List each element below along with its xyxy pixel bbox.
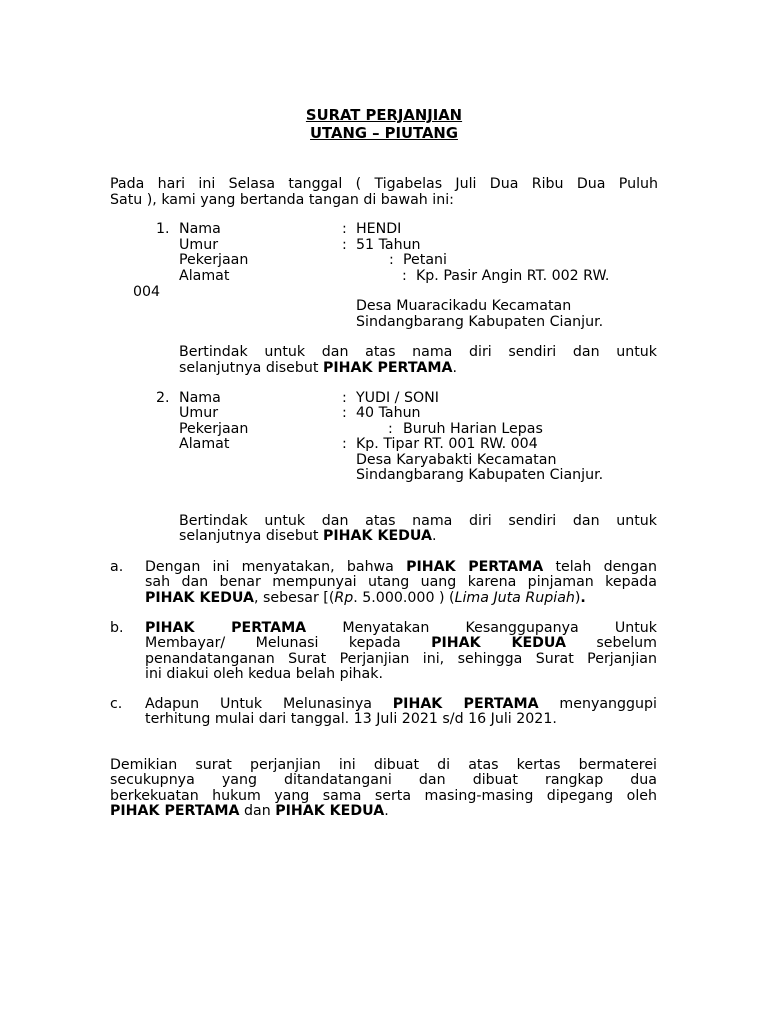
closing-line4 (110, 804, 389, 820)
clause-b-l2-role: PIHAK KEDUA (431, 635, 566, 651)
party2-label-pekerjaan: Pekerjaan (179, 421, 249, 437)
clause-b-l2-pre: Membayar/ Melunasi kepada (145, 635, 432, 651)
clause-a-l3-a: , sebesar [( (254, 590, 335, 606)
clause-c-l1-role: PIHAK PERTAMA (392, 696, 539, 712)
intro-line2: Satu ), kami yang bertanda tangan di bawah ini: (110, 192, 454, 208)
clause-b-line4: ini diakui oleh kedua belah pihak. (145, 666, 383, 682)
clause-a-l3-words: Lima Juta Rupiah (454, 590, 575, 606)
party2-bertindak-prefix: selanjutnya disebut (179, 528, 323, 544)
clause-a-l3-role: PIHAK KEDUA (145, 590, 254, 606)
party1-label-alamat: Alamat (179, 268, 230, 284)
party2-colon-pekerjaan: : (388, 421, 393, 437)
clause-b-l1-role: PIHAK PERTAMA (145, 620, 307, 636)
party1-number: 1. (156, 221, 170, 237)
party2-bertindak-line1: Bertindak untuk dan atas nama diri sendiri dan untuk (179, 513, 657, 529)
clause-c-marker: c. (110, 696, 123, 712)
party2-label-alamat: Alamat (179, 436, 230, 452)
party1-value-alamat-wrap: 004 (133, 284, 161, 300)
clause-b-l1-post: Menyatakan Kesanggupanya Untuk (306, 620, 658, 636)
party1-bertindak-suffix: . (452, 360, 457, 376)
party2-colon-umur: : (342, 405, 347, 421)
clause-a-l1-pre: Dengan ini menyatakan, bahwa (145, 559, 407, 575)
clause-a-l1-role: PIHAK PERTAMA (406, 559, 544, 575)
party2-value-pekerjaan: Buruh Harian Lepas (403, 421, 543, 437)
closing-connector: dan (239, 803, 276, 819)
clause-b-marker: b. (110, 620, 124, 636)
party1-colon-nama: : (342, 221, 347, 237)
party2-value-alamat-line1: Kp. Tipar RT. 001 RW. 004 (356, 436, 538, 452)
clause-c-l1-pre: Adapun Untuk Melunasinya (145, 696, 393, 712)
party2-label-umur: Umur (179, 405, 219, 421)
clause-a-l3-amount: . 5.000.000 ) ( (353, 590, 455, 606)
clause-a-line2: sah dan benar mempunyai utang uang karena pinjaman kepada (145, 574, 657, 590)
party1-role: PIHAK PERTAMA (322, 360, 453, 376)
party2-label-nama: Nama (179, 390, 221, 406)
clause-a-l1-post: telah dengan (543, 559, 657, 575)
document-title-line2: UTANG – PIUTANG (310, 125, 458, 142)
party1-label-umur: Umur (179, 237, 219, 253)
document-title-line1: SURAT PERJANJIAN (305, 107, 463, 124)
closing-end: . (384, 803, 389, 819)
closing-line1: Demikian surat perjanjian ini dibuat di atas kertas bermaterei (110, 757, 657, 773)
party2-value-nama: YUDI / SONI (356, 390, 439, 406)
party2-value-umur: 40 Tahun (356, 405, 421, 421)
party2-bertindak-line2 (179, 529, 437, 545)
party1-bertindak-line1: Bertindak untuk dan atas nama diri sendiri dan untuk (179, 344, 657, 360)
party2-bertindak-suffix: . (431, 528, 437, 544)
party1-value-alamat-line2: Desa Muaracikadu Kecamatan (356, 298, 572, 314)
party1-label-pekerjaan: Pekerjaan (179, 252, 249, 268)
party2-role: PIHAK KEDUA (322, 528, 432, 544)
closing-line3: berkekuatan hukum yang sama serta masing-masing dipegang oleh (110, 788, 657, 804)
party1-value-umur: 51 Tahun (356, 237, 421, 253)
party1-value-nama: HENDI (356, 221, 402, 237)
clause-b-line3: penandatanganan Surat Perjanjian ini, sehingga Surat Perjanjian (145, 651, 657, 667)
clause-b-l2-post: sebelum (566, 635, 657, 651)
intro-line1: Pada hari ini Selasa tanggal ( Tigabelas Juli Dua Ribu Dua Puluh (110, 176, 658, 192)
party1-colon-umur: : (342, 237, 347, 253)
clause-c-line2: terhitung mulai dari tanggal. 13 Juli 2021 s/d 16 Juli 2021. (145, 711, 557, 727)
party1-colon-alamat: : (402, 268, 407, 284)
clause-c-l1-post: menyanggupi (538, 696, 657, 712)
clause-b-line2 (145, 636, 657, 652)
party2-colon-nama: : (342, 390, 347, 406)
party1-colon-pekerjaan: : (389, 252, 394, 268)
party2-colon-alamat: : (342, 436, 347, 452)
closing-role-1: PIHAK PERTAMA (110, 803, 240, 819)
closing-role-2: PIHAK KEDUA (275, 803, 385, 819)
closing-line2: secukupnya yang ditandatangani dan dibuat rangkap dua (110, 772, 657, 788)
clause-a-l3-rp: Rp (334, 590, 354, 606)
clause-a-l3-end: . (580, 590, 586, 606)
party2-value-alamat-line3: Sindangbarang Kabupaten Cianjur. (356, 467, 604, 483)
party1-label-nama: Nama (179, 221, 221, 237)
clause-a-line3 (145, 591, 586, 607)
clause-a-l3-close: ) (574, 590, 581, 606)
party1-value-pekerjaan: Petani (403, 252, 447, 268)
clause-a-marker: a. (110, 559, 124, 575)
party2-number: 2. (156, 390, 170, 406)
party1-value-alamat-line1: Kp. Pasir Angin RT. 002 RW. (416, 268, 610, 284)
party1-bertindak-line2 (179, 361, 457, 377)
party1-value-alamat-line3: Sindangbarang Kabupaten Cianjur. (356, 314, 604, 330)
party1-bertindak-prefix: selanjutnya disebut (179, 360, 323, 376)
party2-value-alamat-line2: Desa Karyabakti Kecamatan (356, 452, 557, 468)
